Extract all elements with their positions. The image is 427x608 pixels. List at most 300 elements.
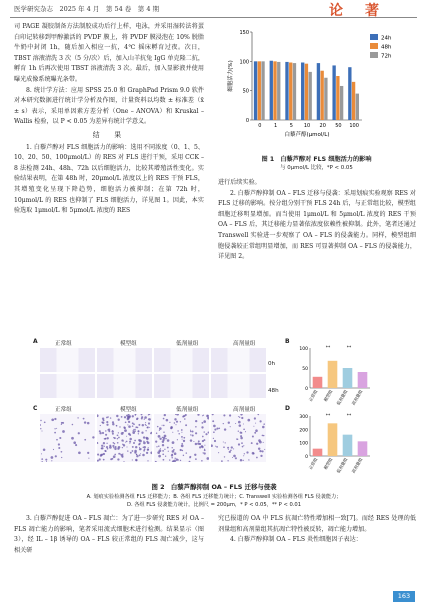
cell-dot	[263, 442, 264, 443]
bar	[293, 63, 296, 120]
cell-dot	[174, 422, 175, 423]
cell-dot	[121, 439, 123, 441]
x-tick-label: 100	[349, 123, 359, 129]
cell-dot	[147, 460, 148, 461]
cell-dot	[109, 446, 112, 449]
cell-dot	[132, 446, 134, 448]
cell-dot	[43, 448, 46, 451]
bar	[320, 71, 323, 120]
cell-dot	[117, 448, 119, 450]
cell-dot	[144, 449, 146, 451]
cell-dot	[88, 458, 89, 459]
cell-dot	[150, 432, 152, 434]
bar	[328, 423, 338, 456]
paragraph: 3. 白藜芦醇促进 OA – FLS 凋亡：为了进一步研究 RES 对 OA – FLS 凋亡能力的影响，笔者采用流式细胞术进行检测。结果显示（图 3），经 IL – 1β 诱导的 OA – FLS 较正常组的 FLS 凋亡减少，这与相关研	[14, 515, 204, 554]
cell-dot	[205, 433, 207, 435]
cell-dot	[118, 419, 120, 421]
cell-dot	[169, 459, 170, 460]
legend-label: 72h	[381, 53, 392, 60]
cell-dot	[62, 422, 64, 424]
time-label: 48h	[268, 388, 279, 394]
cell-dot	[139, 443, 141, 445]
cell-dot	[224, 456, 225, 457]
scratch-image-normal-48h	[40, 374, 95, 398]
y-tick-label: 50	[242, 88, 249, 95]
cell-dot	[106, 424, 108, 426]
cell-dot	[218, 452, 219, 453]
time-label: 0h	[268, 361, 276, 367]
cell-dot	[235, 457, 237, 459]
cell-dot	[54, 428, 55, 429]
cell-dot	[71, 437, 74, 440]
cell-dot	[162, 425, 163, 426]
cell-dot	[148, 447, 149, 448]
cell-dot	[221, 460, 223, 462]
figure-2d-chart	[288, 410, 408, 478]
cell-dot	[163, 431, 164, 432]
bar	[317, 63, 320, 120]
cell-dot	[213, 431, 215, 433]
cell-dot	[156, 432, 157, 433]
transwell-image-low	[154, 414, 209, 462]
cell-dot	[121, 416, 123, 418]
group-label: 高剂量组	[233, 341, 256, 347]
cell-dot	[233, 455, 236, 458]
cell-dot	[252, 435, 254, 437]
cell-dot	[146, 437, 149, 440]
cell-dot	[207, 415, 208, 416]
cell-dot	[227, 447, 229, 449]
cell-dot	[182, 439, 183, 440]
cell-dot	[136, 418, 138, 420]
cell-dot	[228, 449, 229, 450]
cell-dot	[174, 452, 177, 455]
cell-dot	[100, 454, 102, 456]
cell-dot	[216, 446, 218, 448]
paragraph: 8. 统计学方法：应用 SPSS 25.0 和 GraphPad Prism 9.0 软件对本研究数据进行统计学分析及作图，计量资料以均数 ± 标准差（x̄ ± s）表示，采用单因素方差分析（One – ANOVA）和 Kruskal – Wallis 检验，以 P < 0.05 为差异有统计学意义。	[14, 86, 204, 126]
scratch-image-model-0h	[97, 348, 152, 372]
cell-dot	[117, 442, 119, 444]
cell-dot	[141, 416, 143, 418]
cell-dot	[185, 424, 187, 426]
x-tick-label: 20	[319, 123, 326, 129]
bar	[305, 64, 308, 120]
figure-2-note: D. 各组 FLS 侵袭能力统计。比例尺 = 200μm，* P < 0.05，** P < 0.01	[126, 502, 301, 508]
cell-dot	[240, 437, 243, 440]
cell-dot	[177, 459, 179, 461]
cell-dot	[238, 443, 240, 445]
cell-dot	[128, 425, 131, 428]
cell-dot	[202, 440, 204, 442]
bar	[324, 78, 327, 120]
bar	[285, 62, 288, 120]
cell-dot	[160, 448, 161, 449]
cell-dot	[126, 436, 127, 437]
cell-dot	[118, 432, 119, 433]
cell-dot	[72, 424, 74, 426]
y-tick-label: 100	[299, 347, 308, 352]
cell-dot	[244, 453, 245, 454]
cell-dot	[112, 421, 114, 423]
cell-dot	[129, 438, 132, 441]
cell-dot	[146, 425, 147, 426]
cell-dot	[175, 424, 176, 425]
header-rule	[10, 17, 417, 18]
x-tick-label: 1	[273, 123, 278, 129]
x-tick-label: 高剂量组	[350, 389, 364, 407]
cell-dot	[58, 443, 60, 445]
cell-dot	[165, 438, 167, 440]
scratch-image-high-48h	[211, 374, 266, 398]
cell-dot	[113, 447, 114, 448]
cell-dot	[54, 418, 56, 420]
cell-dot	[224, 428, 226, 430]
cell-dot	[204, 452, 206, 454]
cell-dot	[124, 416, 126, 418]
bar	[358, 441, 368, 456]
cell-dot	[181, 429, 183, 431]
cell-dot	[140, 453, 141, 454]
cell-dot	[216, 428, 218, 430]
cell-dot	[114, 443, 115, 444]
cell-dot	[148, 422, 150, 424]
paragraph: 司 PAGE 凝胶制备方法制胶成功后行上样，电泳，并采用湿转法将蛋白印记转移到甲醇激活的 PVDF 膜上，将 PVDF 膜浸泡在 10% 脱脂牛奶中封闭 1h，随后加入相应一抗，4℃ 摇床孵育过夜。次日，TBST 溶液清洗 3 次（5 分/次）后，加入山羊抗兔 IgG 单克隆二抗，孵育 1h 后再次使用 TBST 溶液清洗 3 次。最后，加入显影液并使用曝光成像系统曝光条带。	[14, 23, 204, 83]
cell-dot	[159, 427, 162, 430]
cell-dot	[260, 420, 262, 422]
bar	[301, 63, 304, 120]
cell-dot	[186, 452, 187, 453]
cell-dot	[172, 441, 175, 444]
group-label: 正常组	[55, 341, 72, 347]
cell-dot	[139, 448, 141, 450]
cell-dot	[263, 435, 264, 436]
cell-dot	[51, 460, 52, 461]
bar	[313, 449, 323, 456]
cell-dot	[245, 431, 246, 432]
cell-dot	[180, 449, 182, 451]
cell-dot	[181, 443, 183, 445]
cell-dot	[193, 441, 194, 442]
cell-dot	[201, 460, 203, 462]
cell-dot	[201, 422, 203, 424]
cell-dot	[116, 425, 117, 426]
figure-2-caption: 图 2 白藜芦醇抑制 OA – FLS 迁移与侵袭	[151, 483, 277, 491]
cell-dot	[181, 445, 184, 448]
x-tick-label: 低剂量组	[335, 389, 349, 407]
cell-dot	[136, 454, 137, 455]
cell-dot	[251, 442, 253, 444]
cell-dot	[204, 445, 205, 446]
group-label: 正常组	[55, 407, 72, 413]
cell-dot	[122, 432, 124, 434]
legend-label: 48h	[381, 44, 392, 51]
cell-dot	[240, 432, 242, 434]
cell-dot	[146, 441, 148, 443]
cell-dot	[213, 438, 214, 439]
cell-dot	[75, 444, 77, 446]
cell-dot	[114, 454, 116, 456]
cell-dot	[243, 455, 244, 456]
cell-dot	[168, 451, 169, 452]
left-column-top	[14, 22, 204, 217]
cell-dot	[114, 437, 116, 439]
cell-dot	[159, 438, 161, 440]
cell-dot	[55, 455, 57, 457]
bar	[261, 61, 264, 120]
cell-dot	[235, 423, 236, 424]
bar	[348, 67, 351, 120]
cell-dot	[126, 446, 127, 447]
cell-dot	[228, 422, 230, 424]
cell-dot	[190, 434, 191, 435]
bar	[273, 61, 276, 120]
cell-dot	[223, 446, 225, 448]
cell-dot	[213, 425, 216, 428]
cell-dot	[126, 441, 128, 443]
cell-dot	[139, 454, 141, 456]
cell-dot	[172, 447, 173, 448]
cell-dot	[137, 430, 139, 432]
transwell-image-normal	[40, 414, 95, 462]
cell-dot	[172, 432, 173, 433]
x-tick-label: 10	[303, 123, 311, 129]
cell-dot	[54, 432, 56, 434]
significance-mark: **	[325, 346, 331, 351]
cell-dot	[132, 431, 135, 434]
cell-dot	[149, 427, 150, 428]
journal-header: 医学研究杂志 2025 年 4 月 第 54 卷 第 4 期	[14, 5, 160, 13]
y-tick-label: 300	[299, 415, 308, 420]
cell-dot	[73, 441, 76, 444]
cell-dot	[132, 422, 134, 424]
x-tick-label: 0	[258, 123, 262, 129]
cell-dot	[238, 416, 239, 417]
cell-dot	[135, 426, 137, 428]
cell-dot	[238, 421, 241, 424]
cell-dot	[107, 437, 109, 439]
paragraph: 进行后续实验。	[218, 179, 261, 186]
cell-dot	[104, 438, 106, 440]
cell-dot	[103, 446, 104, 447]
cell-dot	[127, 416, 130, 419]
cell-dot	[256, 443, 258, 445]
cell-dot	[191, 430, 193, 432]
cell-dot	[255, 429, 258, 432]
cell-dot	[124, 429, 127, 432]
cell-dot	[203, 420, 206, 423]
cell-dot	[183, 440, 185, 442]
cell-dot	[106, 421, 108, 423]
cell-dot	[194, 454, 196, 456]
significance-mark: **	[346, 414, 352, 419]
cell-dot	[165, 456, 166, 457]
y-tick-label: 0	[245, 118, 249, 124]
cell-dot	[192, 434, 194, 436]
cell-dot	[175, 458, 176, 459]
cell-dot	[139, 440, 142, 443]
cell-dot	[83, 418, 85, 420]
cell-dot	[243, 445, 244, 446]
cell-dot	[189, 456, 191, 458]
cell-dot	[163, 418, 165, 420]
bar	[343, 435, 353, 456]
scratch-image-high-0h	[211, 348, 266, 372]
cell-dot	[148, 418, 151, 421]
panel-letter-b: B	[285, 338, 290, 345]
cell-dot	[239, 424, 242, 427]
cell-dot	[40, 428, 41, 429]
cell-dot	[190, 430, 191, 431]
section-heading: 结 果	[92, 130, 126, 139]
cell-dot	[180, 421, 181, 422]
cell-dot	[262, 450, 264, 452]
cell-dot	[155, 440, 157, 442]
cell-dot	[202, 436, 204, 438]
cell-dot	[122, 447, 123, 448]
cell-dot	[184, 418, 186, 420]
cell-dot	[104, 450, 106, 452]
cell-dot	[248, 459, 249, 460]
cell-dot	[163, 459, 165, 461]
panel-letter-d: D	[285, 405, 290, 412]
group-label: 低剂量组	[176, 407, 199, 413]
x-tick-label: 模型组	[322, 389, 334, 403]
cell-dot	[204, 449, 206, 451]
cell-dot	[230, 450, 232, 452]
cell-dot	[56, 439, 58, 441]
bar	[332, 65, 335, 120]
cell-dot	[135, 429, 136, 430]
left-column-bottom	[14, 514, 204, 556]
cell-dot	[134, 451, 136, 453]
cell-dot	[180, 460, 181, 461]
cell-dot	[100, 425, 101, 426]
cell-dot	[258, 439, 261, 442]
cell-dot	[241, 417, 243, 419]
cell-dot	[231, 446, 233, 448]
cell-dot	[126, 415, 128, 417]
cell-dot	[135, 446, 137, 448]
cell-dot	[144, 418, 145, 419]
cell-dot	[204, 431, 205, 432]
y-tick-label: 0	[305, 455, 308, 460]
cell-dot	[176, 460, 177, 461]
cell-dot	[215, 446, 216, 447]
cell-dot	[84, 421, 86, 423]
paragraph: 4. 白藜芦醇抑制 OA – FLS 炎性细胞因子表达：	[230, 536, 362, 544]
cell-dot	[169, 422, 170, 423]
cell-dot	[136, 455, 138, 457]
bar	[313, 377, 323, 388]
cell-dot	[162, 450, 164, 452]
cell-dot	[128, 421, 130, 423]
cell-dot	[84, 439, 86, 441]
legend-swatch	[370, 43, 378, 49]
section-logo: 论 著	[329, 3, 383, 19]
legend-label: 24h	[381, 35, 392, 42]
y-tick-label: 100	[239, 59, 249, 66]
cell-dot	[177, 430, 178, 431]
cell-dot	[132, 459, 133, 460]
cell-dot	[223, 414, 225, 416]
bar	[277, 62, 280, 120]
cell-dot	[138, 424, 140, 426]
cell-dot	[246, 451, 248, 453]
cell-dot	[144, 416, 147, 419]
cell-dot	[103, 459, 105, 461]
cell-dot	[124, 427, 126, 429]
cell-dot	[114, 448, 116, 450]
cell-dot	[59, 437, 61, 439]
cell-dot	[130, 452, 132, 454]
transwell-background	[40, 414, 95, 462]
cell-dot	[190, 431, 191, 432]
paragraph: 2. 白藜芦醇抑制 OA – FLS 迁移与侵袭：采用划痕实验观察 RES 对 FLS 迁移的影响。按分组分别干预 FLS 24h 后，与正常组比较，模型组细胞迁移明显增加。而当使用 1μmol/L 和 5μmol/L 浓度的 RES 干预 OA – FLS 后，其迁移能力显著依浓度依赖性被抑制。此外，笔者还通过 Transwell 实验进一步观察了 OA – FLS 的侵袭能力。同样，模型组细胞侵袭较正常组明显增加，而 RES 可显著抑制 OA – FLS 的侵袭能力，详见图 2。	[218, 189, 416, 261]
cell-dot	[129, 441, 131, 443]
cell-dot	[106, 417, 108, 419]
cell-dot	[183, 437, 185, 439]
cell-dot	[99, 432, 101, 434]
cell-dot	[238, 431, 239, 432]
cell-dot	[195, 420, 197, 422]
cell-dot	[229, 414, 231, 416]
cell-dot	[53, 449, 54, 450]
cell-dot	[190, 439, 192, 441]
cell-dot	[62, 430, 65, 433]
cell-dot	[118, 437, 120, 439]
cell-dot	[232, 457, 233, 458]
bar	[358, 372, 368, 388]
panel-letter-c: C	[33, 405, 38, 412]
cell-dot	[132, 430, 133, 431]
cell-dot	[118, 453, 120, 455]
cell-dot	[119, 426, 120, 427]
cell-dot	[146, 452, 148, 454]
cell-dot	[101, 445, 103, 447]
cell-dot	[243, 424, 244, 425]
cell-dot	[223, 423, 224, 424]
x-tick-label: 50	[335, 123, 342, 129]
cell-dot	[46, 461, 47, 462]
cell-dot	[214, 440, 216, 442]
cell-dot	[112, 433, 114, 435]
cell-dot	[240, 459, 242, 461]
paragraph: 1. 白藜芦醇对 FLS 细胞活力的影响：选用不同浓度（0、1、5、10、20、50、100μmol/L）的 RES 对 FLS 进行干预，采用 CCK – 8 法检测 24h、48h、72h 以后细胞活力，比较其增殖活性变化。实验结果表明，在第 48h 时，20μmol/L 浓度以上的 RES 干预 FLS，其增殖变化呈现下降趋势，细胞活力被抑制；在第 72h 时，10μmol/L 的 RES 也抑制了 FLS 细胞活力，详见图 1。因此，本实验选取 1μmol/L 和 5μmol/L 浓度的 RES	[14, 143, 204, 215]
significance-mark: **	[325, 414, 331, 419]
cell-dot	[147, 427, 148, 428]
cell-dot	[164, 414, 166, 416]
cell-dot	[167, 447, 169, 449]
cell-dot	[162, 437, 164, 439]
cell-dot	[172, 450, 175, 453]
cell-dot	[102, 417, 104, 419]
cell-dot	[230, 426, 231, 427]
cell-dot	[223, 441, 224, 442]
legend-swatch	[370, 34, 378, 40]
cell-dot	[87, 422, 90, 425]
cell-dot	[121, 454, 124, 457]
scratch-image-low-0h	[154, 348, 209, 372]
cell-dot	[178, 433, 180, 435]
x-tick-label: 高剂量组	[350, 457, 364, 475]
cell-dot	[167, 439, 170, 442]
cell-dot	[111, 430, 113, 432]
cell-dot	[139, 447, 140, 448]
cell-dot	[195, 432, 197, 434]
cell-dot	[162, 453, 164, 455]
cell-dot	[182, 450, 183, 451]
cell-dot	[145, 422, 146, 423]
